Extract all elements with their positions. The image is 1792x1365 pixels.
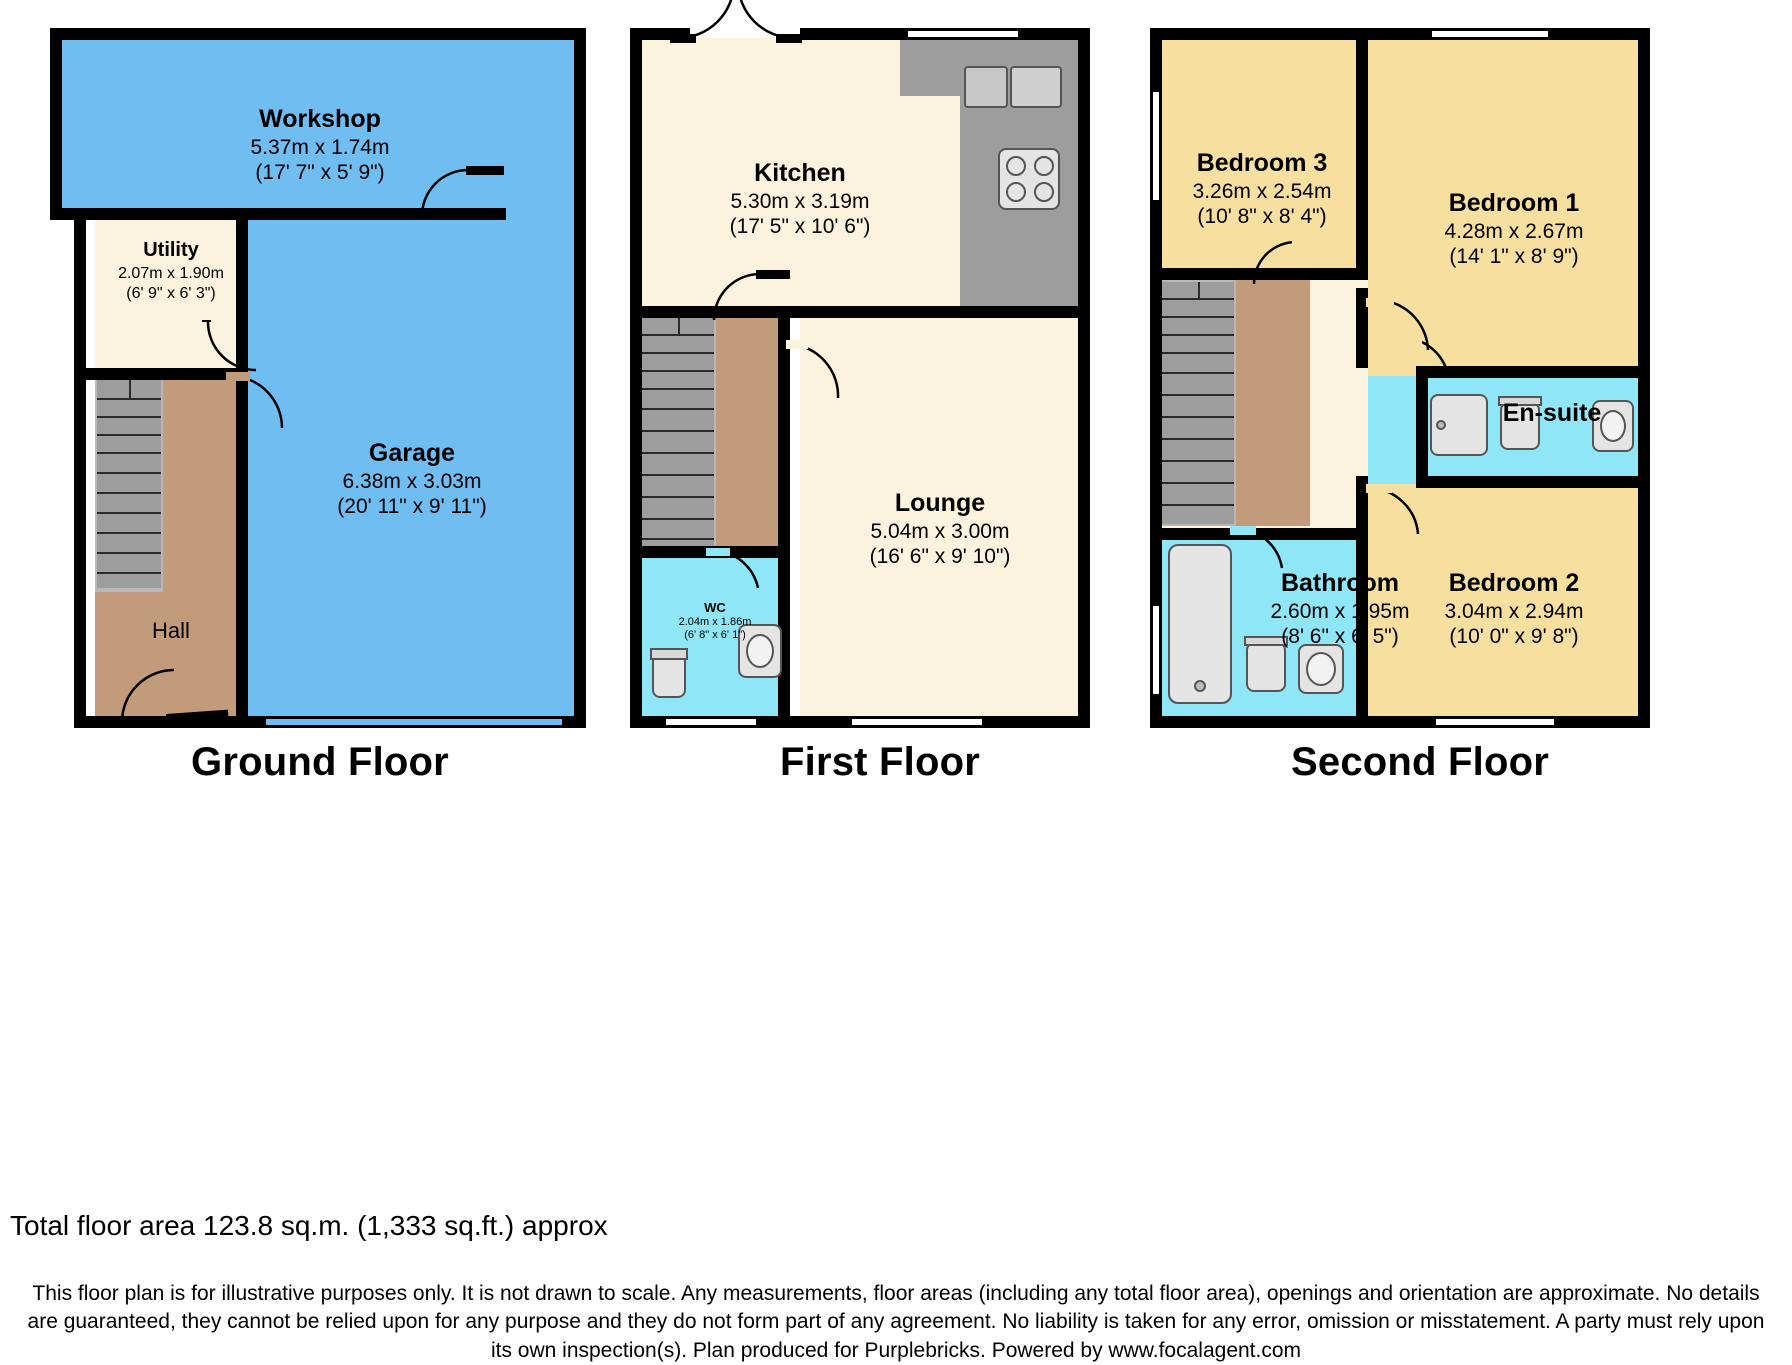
door-ensuite [1398,336,1462,380]
disclaimer-text: This floor plan is for illustrative purposes only. It is not drawn to scale. Any measurements, floor areas (including any total floor area), openings and orientation are approximate. No details are guaranteed, they cannot be relied upon for any purpose and they do not form part of any agreement. No liability is taken for any error, omission or misstatement. A party must rely upon its own inspection(s). Plan produced for Purplebricks. Powered by www.focalagent.com [27,1282,1765,1362]
window-kitchen-top [908,28,1018,40]
door-lounge [786,340,842,410]
label-hall: Hall [152,618,190,643]
staircase-ground [97,380,161,588]
sink-icon [1010,66,1062,108]
wc-toilet-icon [652,654,686,698]
total-floor-area: Total floor area 123.8 sq.m. (1,333 sq.ft.) approx [10,1210,608,1241]
wall-second-top [1150,28,1650,40]
label-bathroom: Bathroom 2.60m x 1.95m (8' 6" x 6' 5") [1270,569,1410,649]
landing-second [1236,278,1310,526]
door-kitchen-external [668,10,804,46]
label-garage: Garage 6.38m x 3.03m (20' 11" x 9' 11") [337,439,487,519]
window-bedroom-1-top [1432,28,1548,40]
window-lounge-bottom [852,716,982,728]
floor-title-ground: Ground Floor [191,740,449,784]
wall-ground-left-lower [74,208,86,728]
wall-kitchen-bottom [630,306,1090,318]
label-utility: Utility 2.07m x 1.90m (6' 9" x 6' 3") [118,239,224,303]
label-wc: WC 2.04m x 1.86m (6' 8" x 6' 1") [678,600,752,642]
staircase-second [1162,282,1234,524]
hob-burner-3 [1006,182,1026,202]
door-bathroom [1230,526,1302,572]
window-bathroom-left [1150,606,1162,694]
floor-first-floor [620,20,1140,784]
wall-first-left [630,28,642,728]
label-lounge: Lounge 5.04m x 3.00m (16' 6" x 9' 10") [869,489,1011,569]
label-bedroom-3: Bedroom 3 3.26m x 2.54m (10' 8" x 8' 4") [1192,149,1332,229]
wc-cistern [650,648,688,660]
floor-second-floor [1140,20,1700,784]
wall-ground-step [50,208,86,220]
window-bedroom-2-bottom [1436,716,1554,728]
hob-burner-2 [1034,156,1054,176]
door-bedroom-2 [1366,486,1434,540]
wall-ground-top [50,28,586,40]
label-kitchen: Kitchen 5.30m x 3.19m (17' 5" x 10' 6") [729,159,871,239]
staircase-first [642,318,714,554]
label-workshop: Workshop 5.37m x 1.74m (17' 7" x 5' 9") [250,105,390,185]
wall-ground-left-upper [50,28,62,216]
garage-door-opening [266,716,562,728]
floor-ground-floor [40,20,600,784]
label-bedroom-1: Bedroom 1 4.28m x 2.67m (14' 1" x 8' 9") [1444,189,1584,269]
wall-second-right [1638,28,1650,728]
door-wc [706,548,770,592]
ensuite-shower-drain [1436,420,1446,430]
label-bedroom-2: Bedroom 2 3.04m x 2.94m (10' 0" x 9' 8") [1444,569,1584,649]
label-ensuite: En-suite [1502,399,1602,427]
wall-ensuite-bottom [1416,476,1650,488]
sink-drainer [964,66,1008,108]
door-kitchen-to-landing [710,272,790,324]
hob-burner-4 [1034,182,1054,202]
wall-ground-right [574,28,586,728]
bathroom-basin-bowl [1306,652,1336,686]
floor-title-second: Second Floor [1291,740,1549,784]
wall-first-right [1078,28,1090,728]
door-bedroom-3 [1250,240,1324,288]
door-front-entrance [116,668,226,728]
window-wc-bottom [666,716,756,728]
floor-title-first: First Floor [780,740,980,784]
bathroom-bath-plug [1194,680,1206,692]
wall-ensuite-left [1416,366,1428,488]
door-hall-to-garage [226,372,286,442]
hob-burner-1 [1006,156,1026,176]
hob-icon [998,148,1060,210]
wall-second-bottom [1150,716,1650,728]
